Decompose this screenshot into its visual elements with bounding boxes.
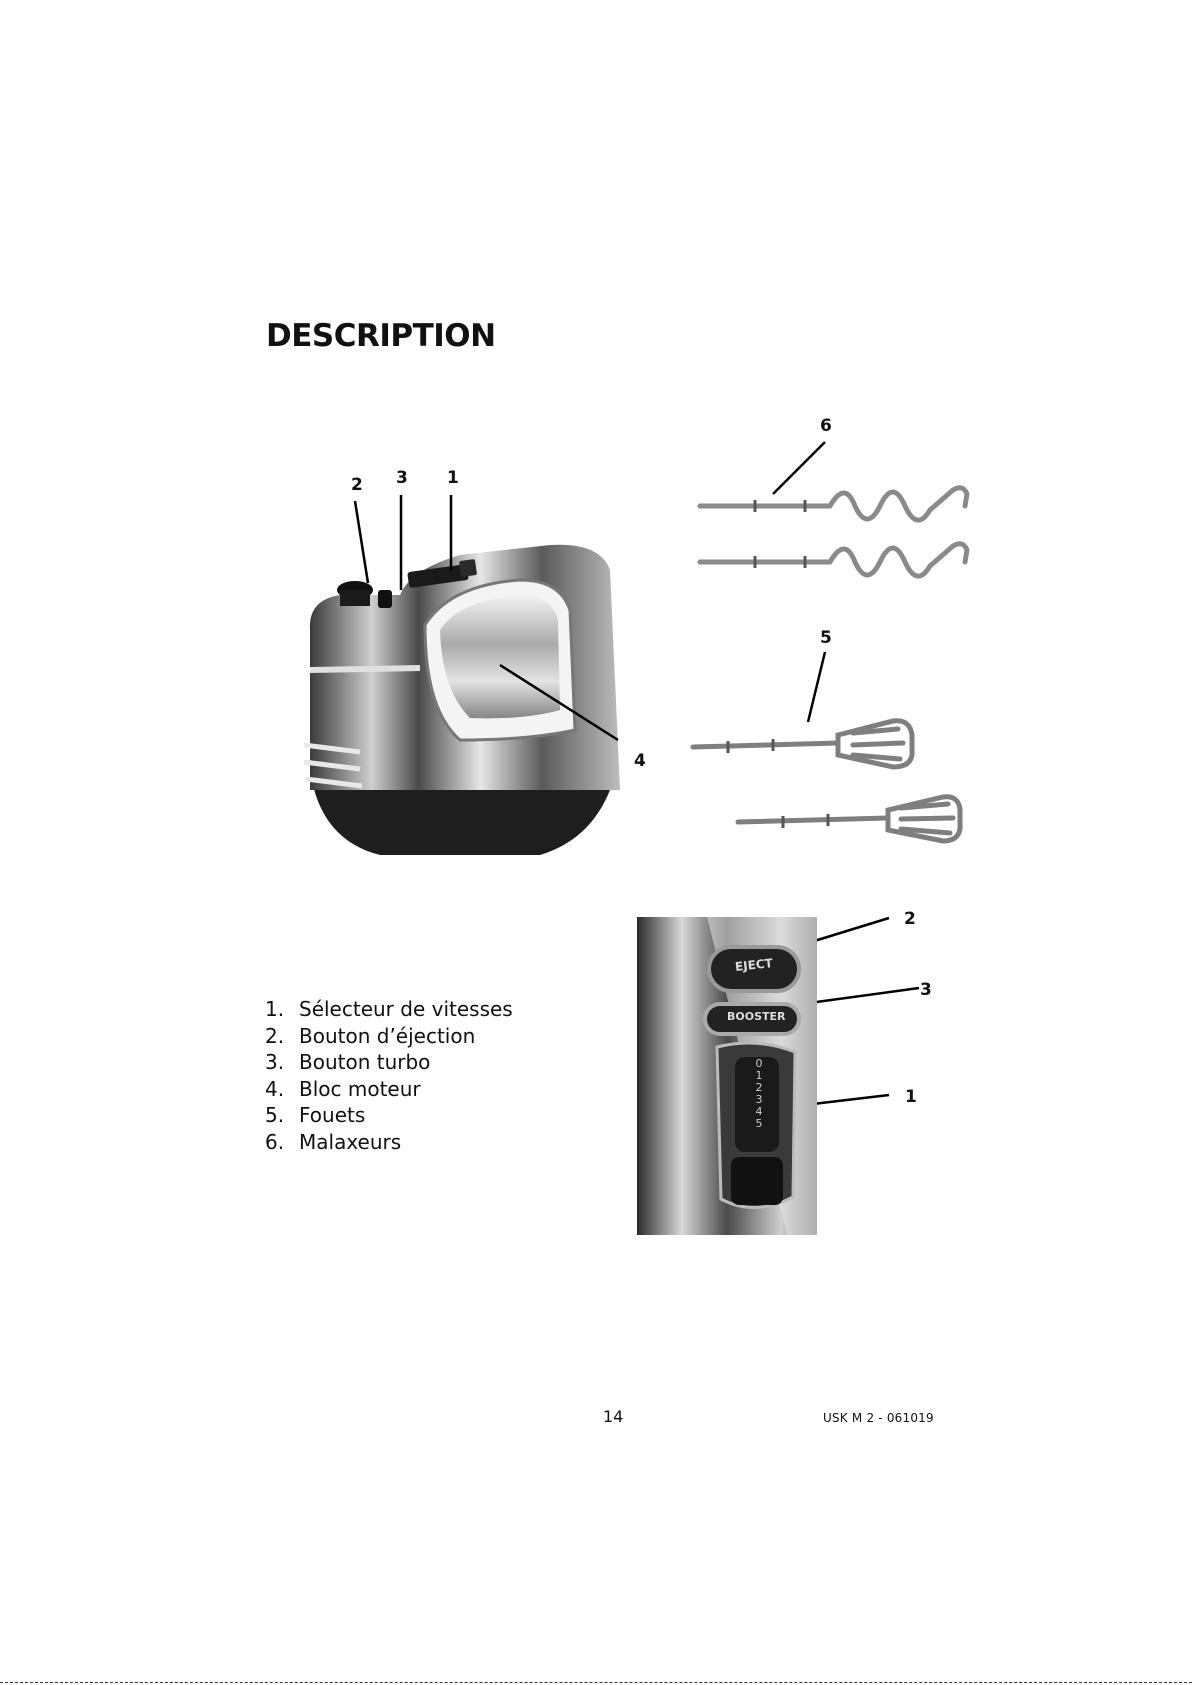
list-item-label: Malaxeurs — [299, 1129, 402, 1154]
callout-6: 6 — [820, 416, 832, 436]
page-number: 14 — [603, 1407, 624, 1426]
list-item — [265, 996, 513, 1023]
closeup-callout-3: 3 — [920, 980, 932, 1000]
dough-hooks-illustration — [695, 470, 995, 590]
speed-mark: 0 — [755, 1057, 763, 1070]
bottom-divider — [0, 1682, 1192, 1683]
speed-mark: 3 — [755, 1093, 763, 1106]
list-item-number: 3. — [265, 1050, 285, 1074]
callout-1: 1 — [447, 468, 459, 488]
leader-line-2 — [355, 501, 368, 583]
callout-2: 2 — [351, 475, 363, 495]
callout-4: 4 — [634, 751, 646, 771]
list-item-label: Bouton d’éjection — [299, 1023, 476, 1048]
list-item-number: 4. — [265, 1076, 285, 1101]
list-item — [265, 1049, 513, 1076]
list-item-label: Sélecteur de vitesses — [299, 997, 513, 1021]
leader-line-4 — [500, 665, 618, 740]
list-item-number: 2. — [265, 1023, 285, 1048]
list-item — [265, 1023, 513, 1050]
closeup-callout-1: 1 — [905, 1087, 917, 1107]
list-item-number: 1. — [265, 997, 285, 1021]
list-item-label: Bouton turbo — [299, 1050, 431, 1074]
speed-mark: 1 — [755, 1069, 763, 1082]
list-item-label: Fouets — [299, 1103, 366, 1127]
closeup-callout-2: 2 — [904, 909, 916, 929]
booster-button-label: BOOSTER — [727, 1010, 786, 1023]
callout-3: 3 — [396, 468, 408, 488]
list-item — [265, 1102, 513, 1129]
parts-list — [265, 996, 513, 1155]
speed-mark: 4 — [755, 1105, 763, 1118]
list-item-number: 5. — [265, 1103, 285, 1127]
speed-scale — [749, 1058, 769, 1130]
speed-mark: 2 — [755, 1081, 763, 1094]
speed-mark: 5 — [755, 1117, 763, 1130]
list-item — [265, 1076, 513, 1103]
list-item-number: 6. — [265, 1129, 285, 1154]
page-title: DESCRIPTION — [266, 318, 496, 354]
document-code: USK M 2 - 061019 — [823, 1411, 934, 1425]
beaters-illustration — [688, 705, 988, 845]
callout-5: 5 — [820, 628, 832, 648]
eject-button-label: EJECT — [734, 956, 774, 974]
list-item-label: Bloc moteur — [299, 1076, 421, 1101]
list-item — [265, 1129, 513, 1156]
controls-closeup-illustration — [637, 917, 817, 1235]
